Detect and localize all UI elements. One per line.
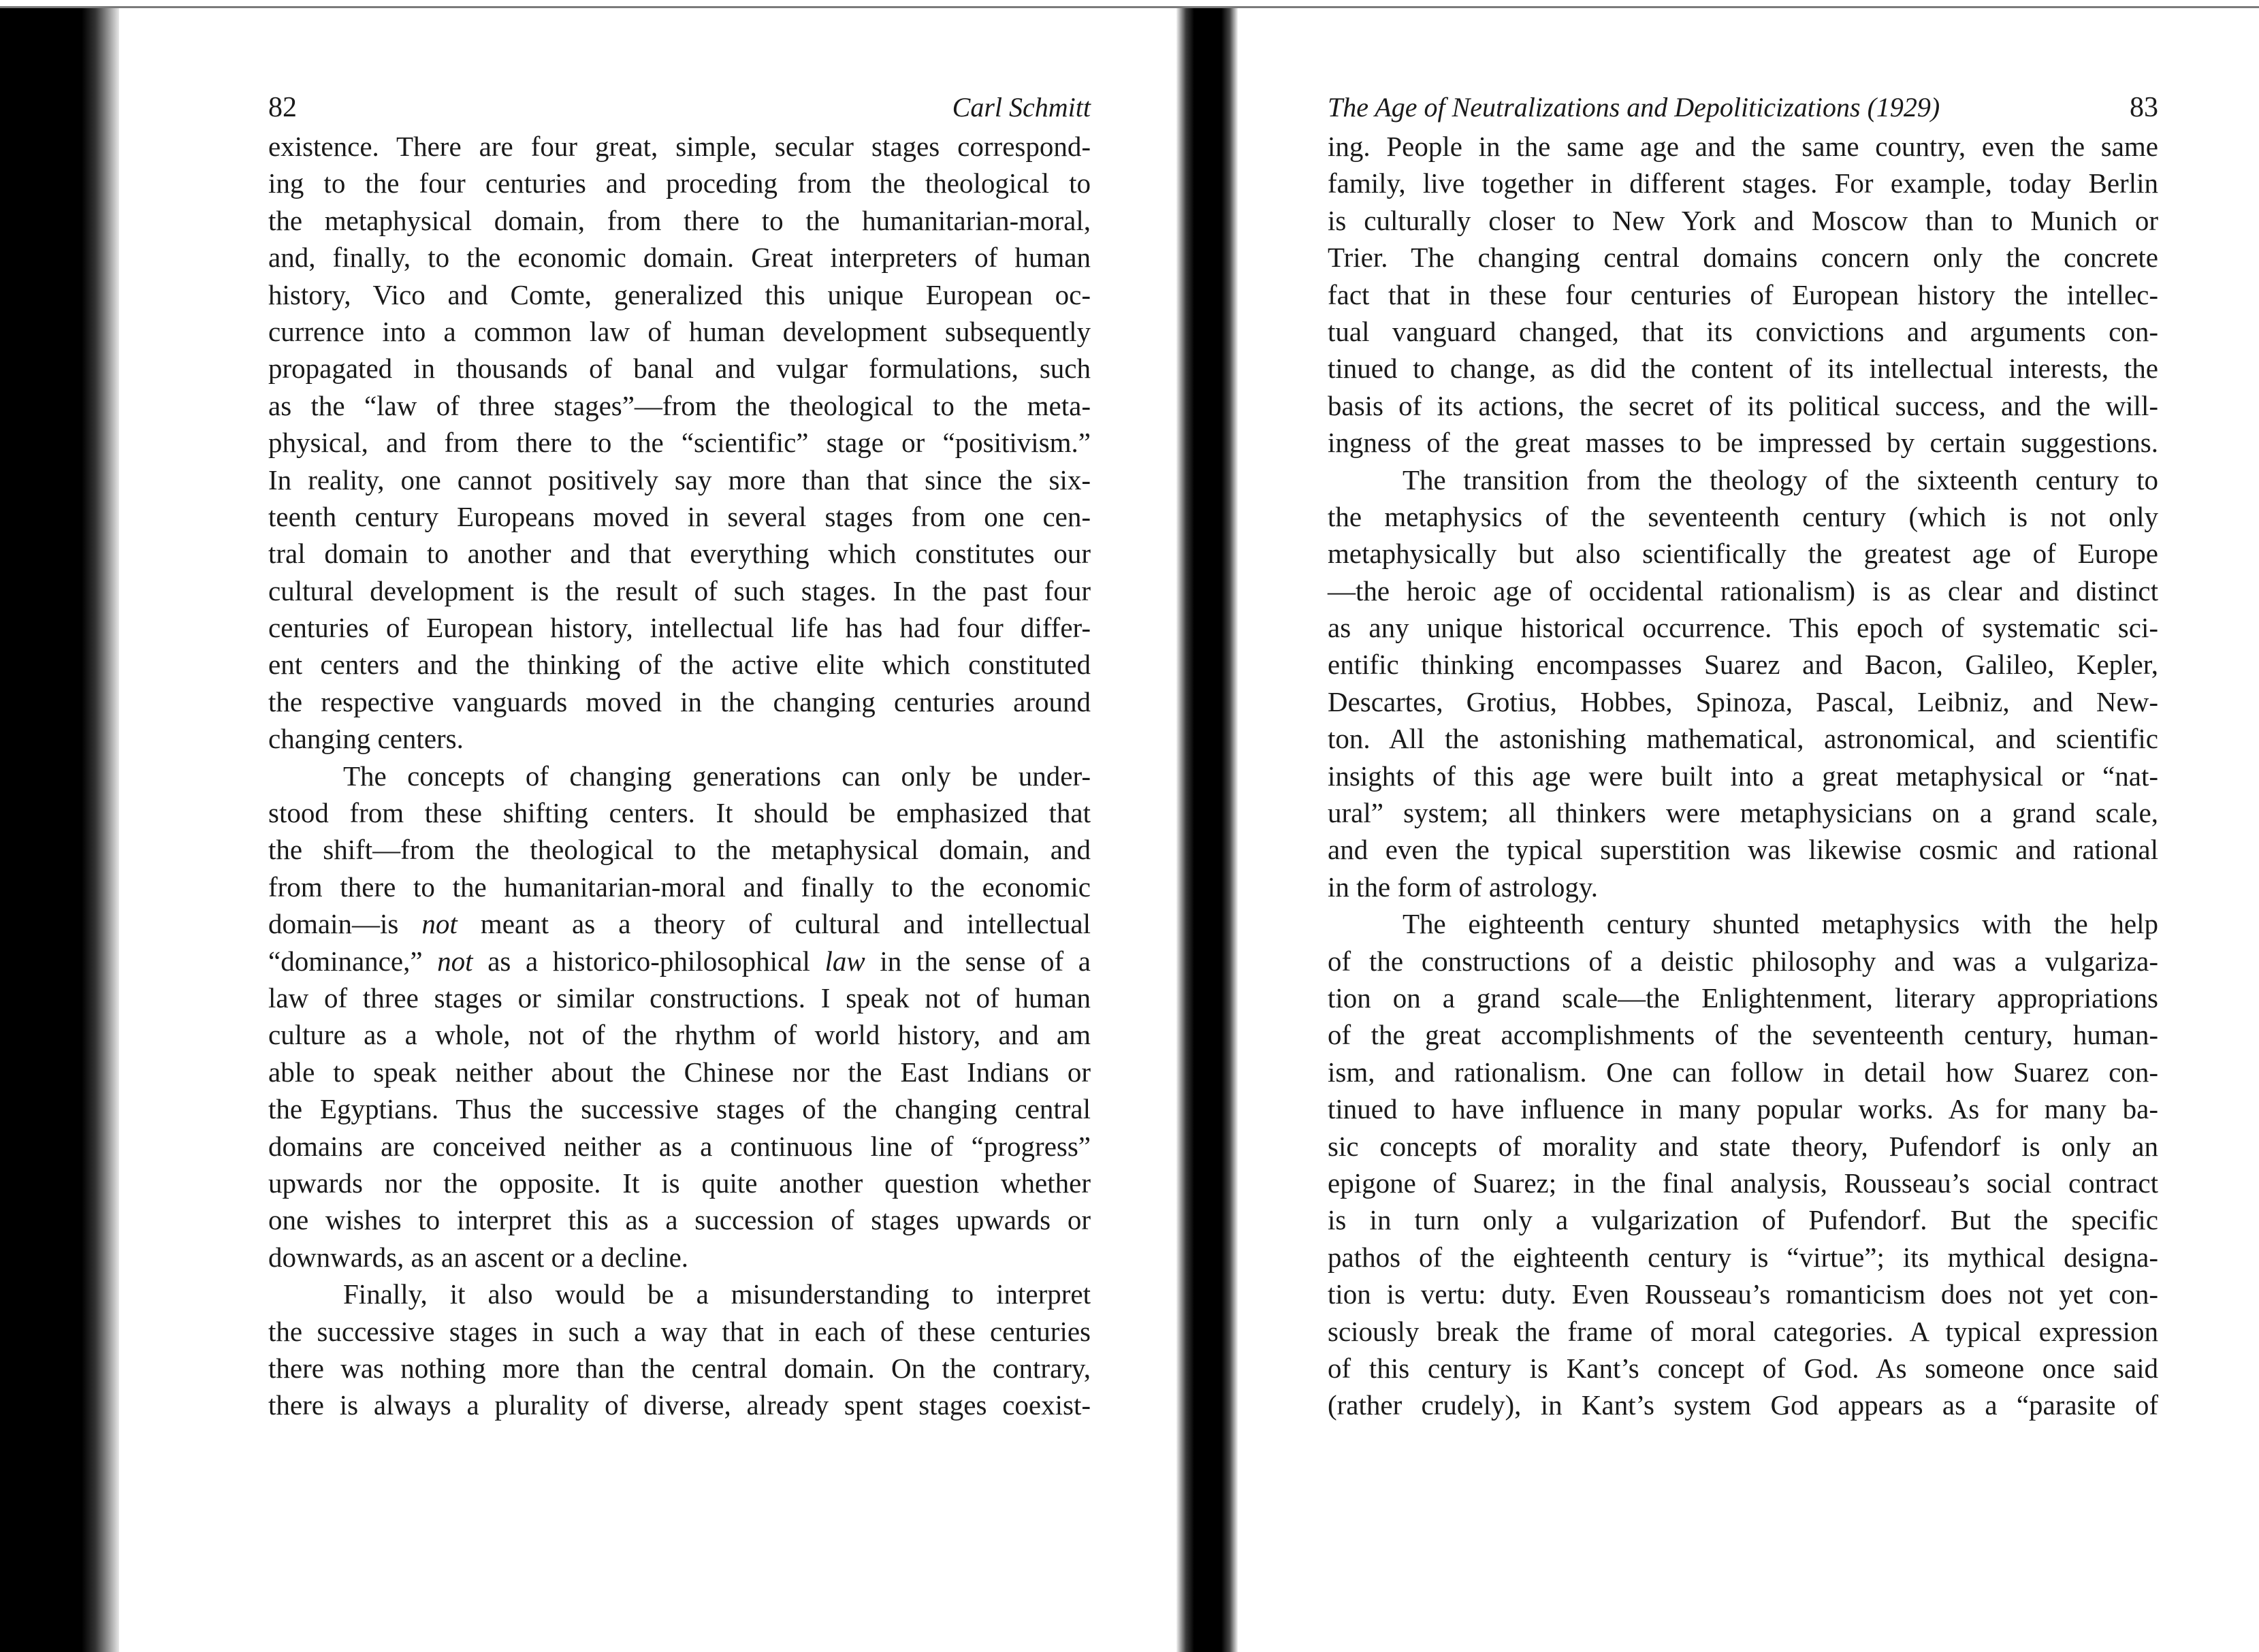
text-line: is in turn only a vulgarization of Pufendorf. But the specific — [1328, 1204, 2158, 1236]
text-line: able to speak neither about the Chinese nor the East Indians or — [268, 1056, 1091, 1088]
left-page-number: 82 — [268, 92, 297, 123]
text-line: ural” system; all thinkers were metaphysicians on a grand scale, — [1328, 797, 2158, 829]
text-line — [268, 905, 1091, 942]
text-line: propagated in thousands of banal and vulgar formulations, such — [268, 353, 1091, 385]
text-line: cultural development is the result of such stages. In the past four — [268, 574, 1091, 606]
text-line: The concepts of changing generations can only be under- — [343, 760, 1091, 792]
text-line: ingness of the great masses to be impressed by certain suggestions. — [1328, 427, 2158, 459]
left-body-text — [268, 128, 1091, 1424]
text-line: of this century is Kant’s concept of God. As someone once said — [1328, 1352, 2158, 1384]
text-line: epigone of Suarez; in the final analysis, Rousseau’s social contract — [1328, 1167, 2158, 1199]
italic-word: not — [437, 945, 473, 977]
text-line: pathos of the eighteenth century is “virtue”; its mythical designa- — [1328, 1241, 2158, 1273]
right-page — [1328, 87, 2158, 1424]
text-line: law of three stages or similar constructions. I speak not of human — [268, 982, 1091, 1014]
text-line: ing. People in the same age and the same country, even the same — [1328, 131, 2158, 162]
text-line: ton. All the astonishing mathematical, astronomical, and scientific — [1328, 723, 2158, 755]
text-line: domains are conceived neither as a continuous line of “progress” — [268, 1130, 1091, 1162]
text-line: as the “law of three stages”—from the theological to the meta- — [268, 389, 1091, 421]
text-line: (rather crudely), in Kant’s system God appears as a “parasite of — [1328, 1389, 2158, 1421]
text-line: tion on a grand scale—the Enlightenment, literary appropriations — [1328, 982, 2158, 1014]
text-line: and even the typical superstition was likewise cosmic and rational — [1328, 834, 2158, 866]
text-line: basis of its actions, the secret of its political success, and the will- — [1328, 389, 2158, 421]
right-body-text — [1328, 128, 2158, 1424]
text-line: the shift—from the theological to the metaphysical domain, and — [268, 834, 1091, 866]
text-run: “dominance,” — [268, 945, 438, 977]
text-line: of the great accomplishments of the seventeenth century, human- — [1328, 1019, 2158, 1051]
text-line: there is always a plurality of diverse, already spent stages coexist- — [268, 1389, 1091, 1421]
text-line: family, live together in different stages. For example, today Berlin — [1328, 167, 2158, 199]
text-line: the successive stages in such a way that in each of these centuries — [268, 1315, 1091, 1347]
right-page-number: 83 — [2130, 92, 2158, 123]
text-line: tion is vertu: duty. Even Rousseau’s romanticism does not yet con- — [1328, 1278, 2158, 1310]
text-line: The eighteenth century shunted metaphysics with the help — [1403, 908, 2158, 940]
text-run: meant as a theory of cultural and intellectual — [457, 908, 1091, 940]
text-line: the metaphysics of the seventeenth century (which is not only — [1328, 500, 2158, 532]
scan-left-edge-shadow — [0, 8, 119, 1652]
text-line: In reality, one cannot positively say more than that since the six- — [268, 464, 1091, 496]
text-line: upwards nor the opposite. It is quite another question whether — [268, 1167, 1091, 1199]
text-line: in the form of astrology. — [1328, 871, 1599, 903]
text-line: changing centers. — [268, 723, 464, 755]
text-line: of the constructions of a deistic philosophy and was a vulgariza- — [1328, 945, 2158, 977]
text-line: currence into a common law of human development subsequently — [268, 315, 1091, 347]
text-line: physical, and from there to the “scientific” stage or “positivism.” — [268, 427, 1091, 459]
text-line — [268, 943, 1091, 979]
text-line: tual vanguard changed, that its convictions and arguments con- — [1328, 315, 2158, 347]
text-line: stood from these shifting centers. It should be emphasized that — [268, 797, 1091, 829]
text-line: The transition from the theology of the sixteenth century to — [1403, 464, 2158, 496]
right-running-title: The Age of Neutralizations and Depoliticizations (1929) — [1328, 92, 1940, 123]
left-running-head — [268, 87, 1091, 128]
left-page — [268, 87, 1091, 1424]
text-line: ent centers and the thinking of the active elite which constituted — [268, 649, 1091, 681]
right-running-head — [1328, 87, 2158, 128]
text-line: tinued to change, as did the content of its intellectual interests, the — [1328, 353, 2158, 385]
text-line: sciously break the frame of moral categories. A typical expression — [1328, 1315, 2158, 1347]
text-line: —the heroic age of occidental rationalism) is as clear and distinct — [1328, 574, 2158, 606]
book-gutter-shadow — [1176, 8, 1238, 1652]
text-line: entific thinking encompasses Suarez and Bacon, Galileo, Kepler, — [1328, 649, 2158, 681]
text-line: the respective vanguards moved in the changing centuries around — [268, 685, 1091, 717]
text-line: Descartes, Grotius, Hobbes, Spinoza, Pascal, Leibniz, and New- — [1328, 685, 2158, 717]
text-line: downwards, as an ascent or a decline. — [268, 1241, 689, 1273]
text-line: and, finally, to the economic domain. Great interpreters of human — [268, 242, 1091, 274]
text-line: tinued to have influence in many popular works. As for many ba- — [1328, 1093, 2158, 1125]
text-line: one wishes to interpret this as a succession of stages upwards or — [268, 1204, 1091, 1236]
text-line: fact that in these four centuries of European history the intellec- — [1328, 278, 2158, 310]
left-running-title: Carl Schmitt — [952, 92, 1091, 123]
text-run: domain—is — [268, 908, 422, 940]
text-line: Finally, it also would be a misunderstanding to interpret — [343, 1278, 1091, 1310]
text-line: there was nothing more than the central domain. On the contrary, — [268, 1352, 1091, 1384]
text-line: from there to the humanitarian-moral and finally to the economic — [268, 871, 1091, 903]
scan-top-border — [0, 6, 2259, 8]
text-line: Trier. The changing central domains concern only the concrete — [1328, 242, 2158, 274]
text-line: as any unique historical occurrence. This epoch of systematic sci- — [1328, 612, 2158, 644]
text-line: is culturally closer to New York and Moscow than to Munich or — [1328, 204, 2158, 236]
text-line: the metaphysical domain, from there to the humanitarian-moral, — [268, 204, 1091, 236]
text-line: existence. There are four great, simple, secular stages correspond- — [268, 131, 1091, 162]
text-line: history, Vico and Comte, generalized this unique European oc- — [268, 278, 1091, 310]
italic-word: not — [421, 908, 458, 940]
text-line: culture as a whole, not of the rhythm of world history, and am — [268, 1019, 1091, 1051]
text-run: in the sense of a — [865, 945, 1091, 977]
text-line: sic concepts of morality and state theory, Pufendorf is only an — [1328, 1130, 2158, 1162]
text-line: ism, and rationalism. One can follow in detail how Suarez con- — [1328, 1056, 2158, 1088]
text-run: as a historico-philosophical — [472, 945, 825, 977]
text-line: the Egyptians. Thus the successive stages of the changing central — [268, 1093, 1091, 1125]
text-line: ing to the four centuries and proceding from the theological to — [268, 167, 1091, 199]
text-line: tral domain to another and that everything which constitutes our — [268, 538, 1091, 570]
text-line: metaphysically but also scientifically the greatest age of Europe — [1328, 538, 2158, 570]
text-line: teenth century Europeans moved in several stages from one cen- — [268, 500, 1091, 532]
italic-word: law — [824, 945, 865, 977]
text-line: centuries of European history, intellectual life has had four differ- — [268, 612, 1091, 644]
text-line: insights of this age were built into a great metaphysical or “nat- — [1328, 760, 2158, 792]
